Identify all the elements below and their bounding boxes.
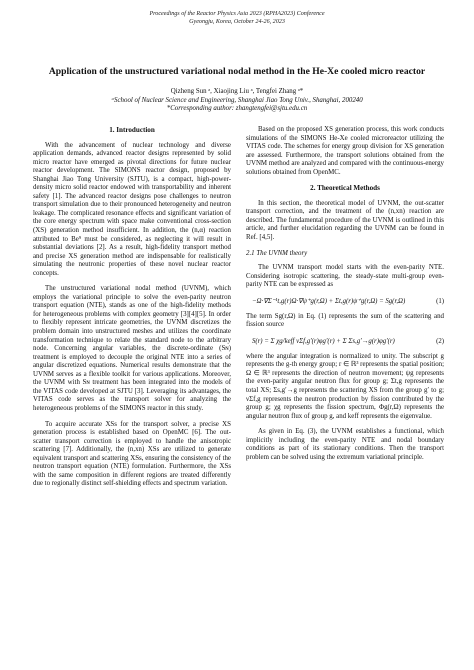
paragraph: To acquire accurate XSs for the transport solver, a precise XS generation process is established based on OpenMC [6]. The out-scatter transport correction is employed to handle the anisotropic scattering [7]. Additionally, the (n,xn) XSs are utilized to generate equivalent transport and scattering XSs, ensuring the consistency of the neutron transport equation (NTE) formulation. Furthermore, the XSs with the same composition in different regions are treated differently due to regionally distinct self-shielding effects and spectrum variation. xyxy=(33,420,231,488)
subsection-heading: 2.1 The UVNM theory xyxy=(246,249,308,257)
equation-2 xyxy=(246,337,444,346)
paragraph: The UVNM transport model starts with the even-parity NTE. Considering isotropic scattering, the steady-state multi-group even-parity NTE can be expressed as xyxy=(246,264,444,289)
header-line-2: Gyeongju, Korea, October 24-26, 2023 xyxy=(189,19,285,25)
paragraph: where the angular integration is normalized to unity. The subscript g represents the g-th energy group; r ∈ ℝ³ represents the spatial position; Ω ∈ ℝ³ represents the direction of neutron movement; ψg represents the even-parity angular neutron flux for group g; Σt,g represents the total XS; Σs,g′→g represents the scattering XS from the group g′ to g; νΣf,g represents the neutron production by fission contributed by the group g; χg represents the fission spectrum, Φg(r,Ω) represents the angular neutron flux of group g, and keff represents the eigenvalue. xyxy=(246,352,444,420)
paragraph: In this section, the theoretical model of UVNM, the out-scatter transport correction, and the treatment of the (n,xn) reaction are described. The fundamental procedure of the UVNM is outlined in this article, and further elucidation regarding the UVNM can be found in Ref. [4,5]. xyxy=(246,199,444,242)
equation-body: S(r) = Σ χg/keff νΣf,g′(r)φg′(r) + Σ Σs,g′→g(r)φg′(r) xyxy=(252,337,395,345)
paragraph: Based on the proposed XS generation process, this work conducts simulations of the SIMONS He-Xe cooled microreactor utilizing the VITAS code. The schemes for energy group division for XS generation are assessed. Furthermore, the transport solutions obtained from the UVNM method are analyzed and compared with the continuous-energy solutions obtained from OpenMC. xyxy=(246,126,444,176)
author-block xyxy=(0,88,474,114)
equation-1 xyxy=(246,297,444,306)
section-heading-introduction: 1. Introduction xyxy=(109,126,155,134)
affiliation: ᵃSchool of Nuclear Science and Engineering, Shanghai Jiao Tong Univ., Shanghai, 200240 xyxy=(111,96,363,104)
header-line-1: Proceedings of the Reactor Physics Asia 2023 (RPHA2023) Conference xyxy=(149,11,325,17)
corresponding-author: *Corresponding author: zhangtengfei@sjtu.edu.cn xyxy=(166,105,308,113)
section-heading-theoretical-methods: 2. Theoretical Methods xyxy=(310,184,380,193)
equation-number: (1) xyxy=(436,297,444,305)
right-column xyxy=(246,126,444,469)
paragraph: The term Sg(r,Ω) in Eq. (1) represents the sum of the scattering and fission source xyxy=(246,312,444,329)
proceedings-header xyxy=(0,10,474,26)
paragraph: As given in Eq. (3), the UVNM establishes a functional, which implicitly including the even-parity NTE and nodal boundary conditions as part of its stationary conditions. Then the transport problem can be solved using the extremum variational principle. xyxy=(246,428,444,461)
left-column xyxy=(33,126,231,496)
equation-number: (2) xyxy=(436,337,444,345)
author-list: Qizheng Sun ᵃ, Xiaojing Liu ᵃ, Tengfei Zhang ᵃ* xyxy=(170,88,304,95)
paragraph: The unstructured variational nodal method (UVNM), which employs the variational principle to solve the even-parity neutron transport equation (NTE), stands as one of the high-fidelity methods for heterogeneous problems with complex geometry [3][4][5]. In order to flexibly represent intricate geometries, the UVNM discretizes the problem domain into unstructured meshes and utilizes the coordinate transformation technique to relate the standard node to the arbitrary node. Concerning angular variables, the discrete-ordinate (Sɴ) treatment is employed to decouple the original NTE into a series of angular discretized equations. Numerical results demonstrate that the UVNM serves as a flexible toolkit for various applications. Moreover, the UVNM with Sɴ treatment has been integrated into the models of the VITAS code developed at SJTU [3]. Leveraging its advantages, the VITAS code serves as the transport solver for analyzing the heterogeneous problems of the SIMONS reactor in this study. xyxy=(33,285,231,412)
paper-title: Application of the unstructured variational nodal method in the He-Xe cooled micro reactor xyxy=(48,66,426,77)
paragraph: With the advancement of nuclear technology and diverse application demands, advanced reactor designs represented by solid micro reactor have emerged as pivotal directions for future nuclear reactor development. The SIMONS reactor design, proposed by Shanghai Jiao Tong University (SJTU), is a compact, high-power-density micro solid reactor endowed with transportability and inherent safety [1]. The advanced reactor designs pose challenges to neutron transport simulation due to their pronounced heterogeneity and neutron leakage. The complicated resonance effects and significant variation of the core energy spectrum with space make conventional cross-section (XS) generation method insufficient. In addition, the (n,α) reaction attributed to Be⁹ must be considered, as neglecting it will result in substantial deviations [2]. As a result, high-fidelity transport method and precise XS generation method are indispensable for realistically simulating the neutronic properties of these novel nuclear reactor concepts. xyxy=(33,141,231,277)
equation-body: −Ω·∇Σ⁻¹t,g(r)Ω·∇ψ⁺g(r,Ω) + Σt,g(r)ψ⁺g(r,Ω) = Sg(r,Ω) xyxy=(252,297,406,305)
